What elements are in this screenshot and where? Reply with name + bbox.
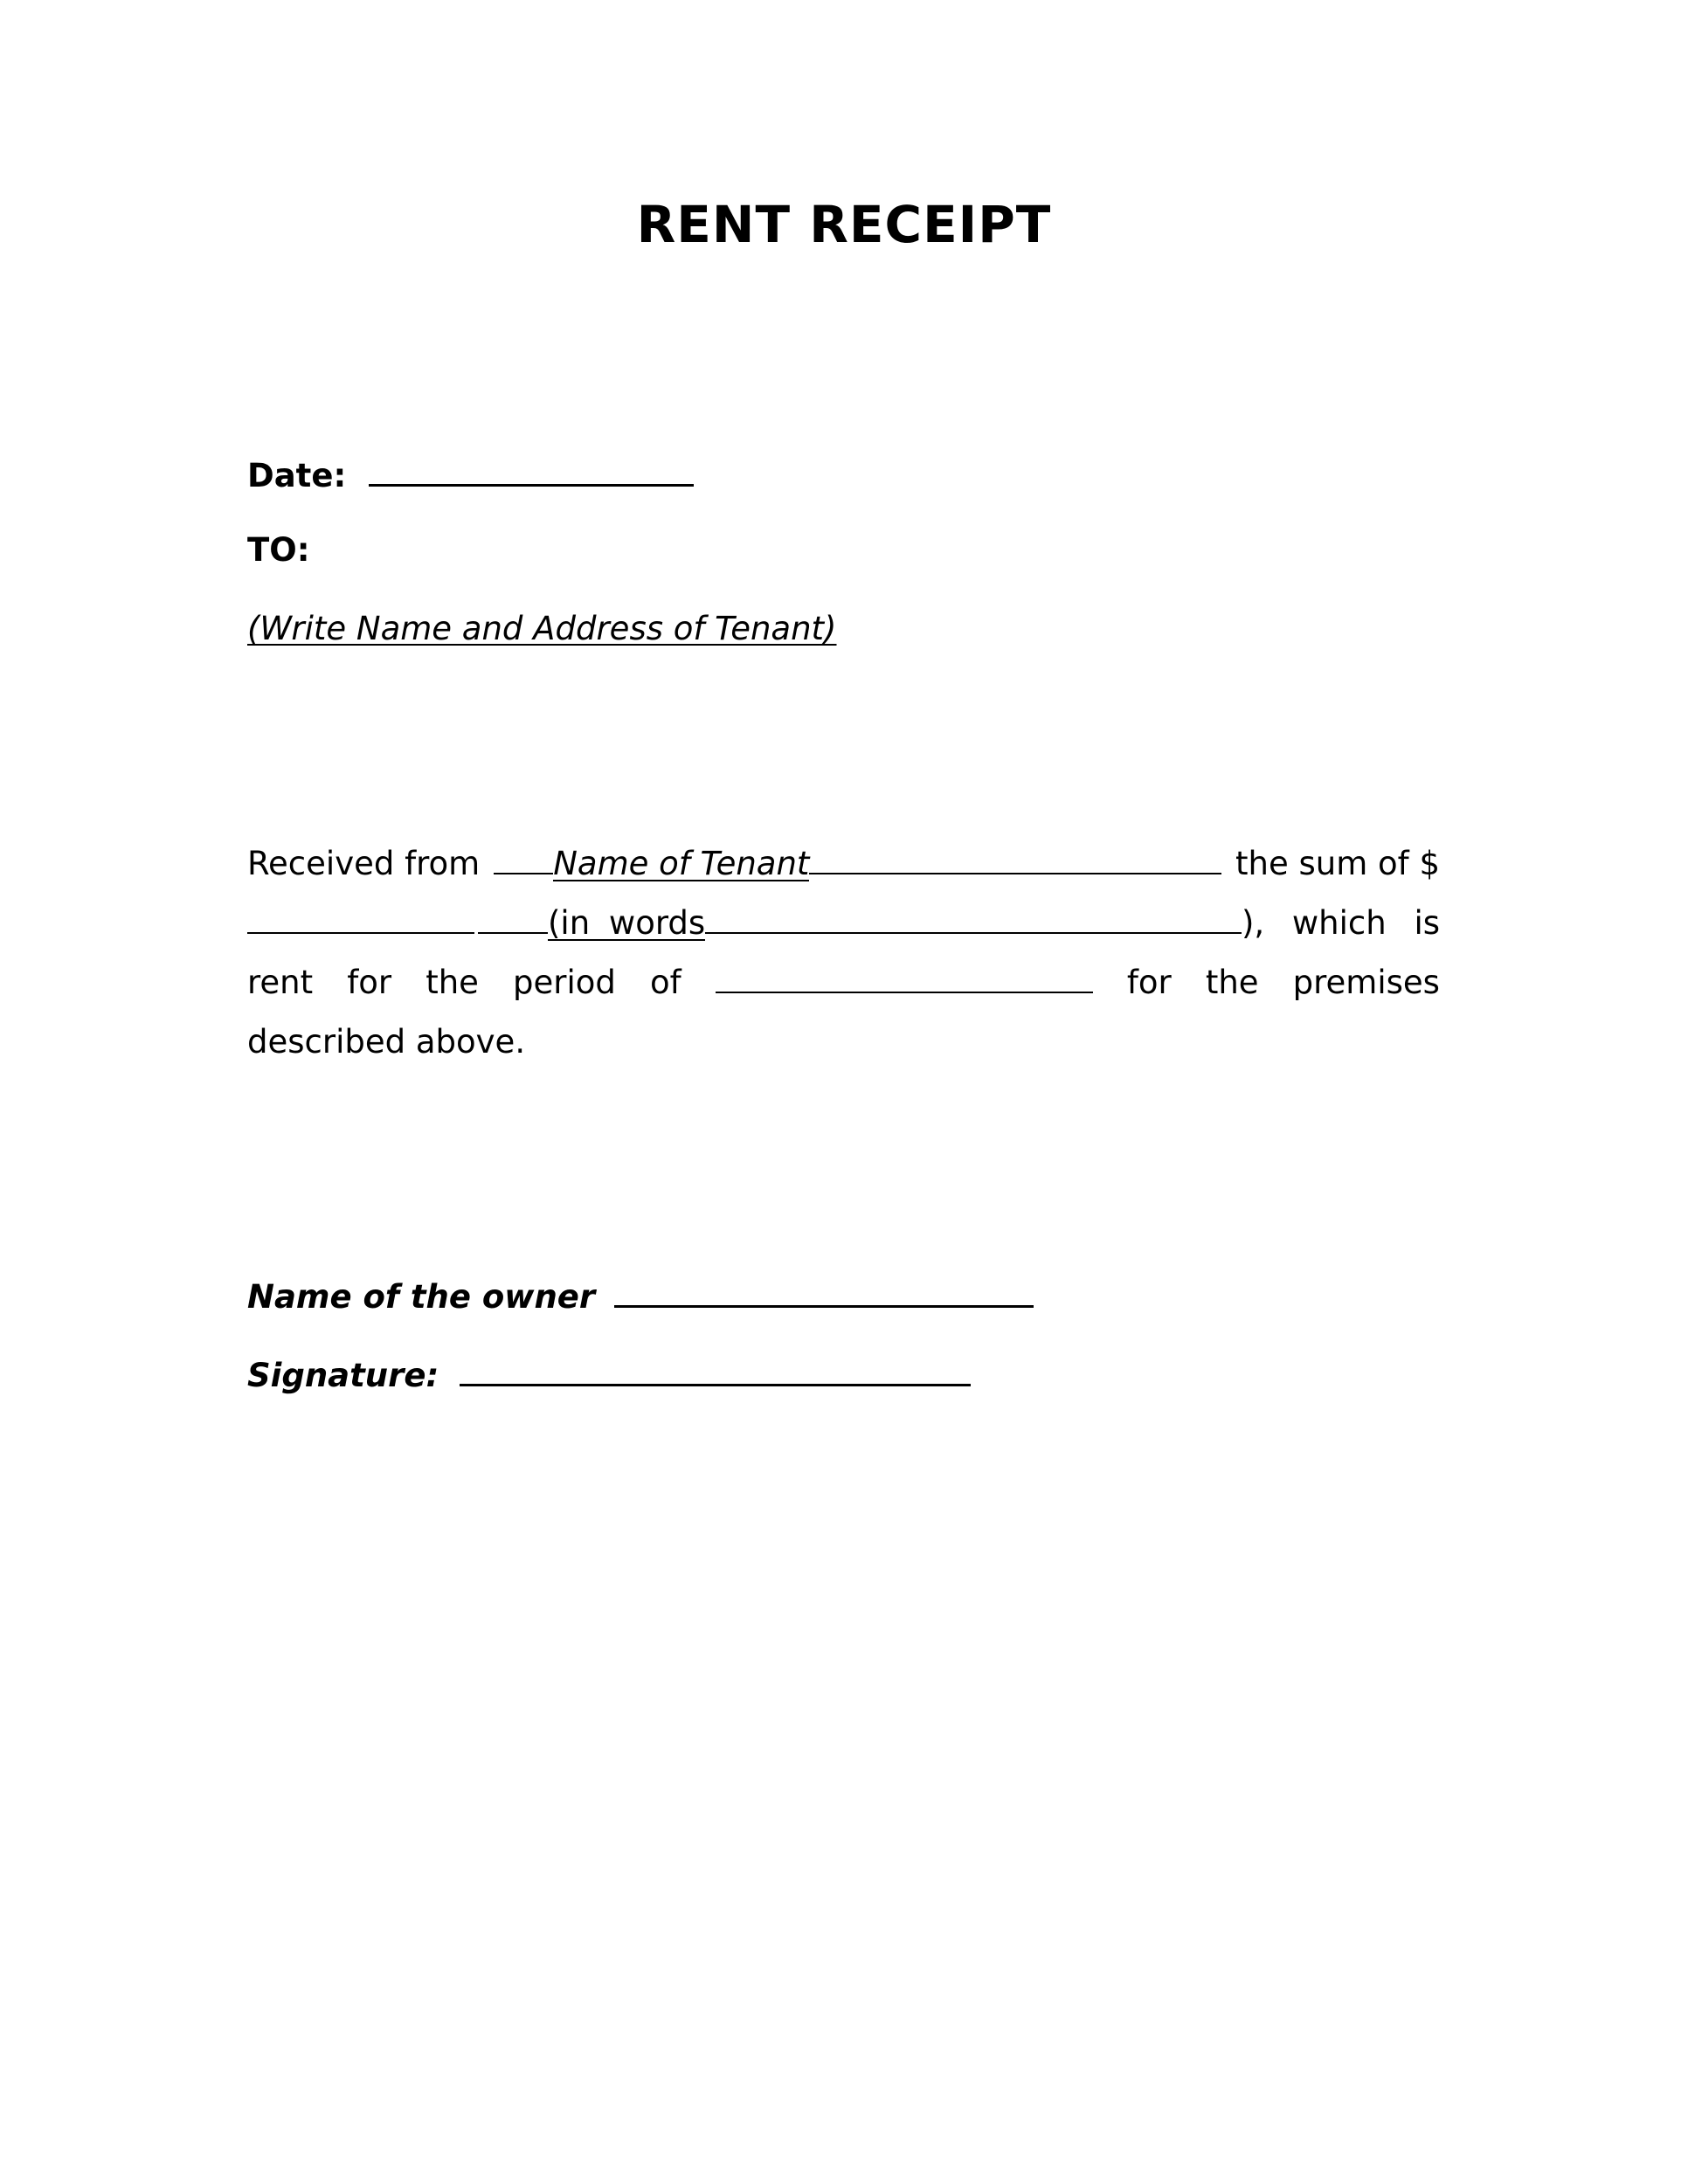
document-title: RENT RECEIPT: [636, 195, 1052, 254]
tenant-address-row: [247, 610, 837, 648]
to-label: TO:: [247, 531, 310, 569]
signature-row: [247, 1352, 971, 1395]
amount-blank[interactable]: [247, 932, 474, 934]
date-label: Date:: [247, 457, 347, 494]
words-blank-left: [478, 932, 548, 934]
which-is-text: ), which is: [1241, 904, 1440, 942]
owner-label: Name of the owner: [247, 1278, 596, 1316]
tenant-name-field[interactable]: [494, 845, 1221, 882]
owner-row: [247, 1274, 1034, 1317]
date-blank[interactable]: [369, 453, 694, 487]
to-row: [247, 531, 310, 570]
date-row: [247, 453, 694, 495]
period-blank[interactable]: [716, 992, 1093, 993]
word-for-2: for: [1126, 964, 1172, 1001]
word-rent: rent: [247, 964, 314, 1001]
word-period: period: [513, 964, 616, 1001]
word-for: for: [347, 964, 392, 1001]
word-premises: premises: [1292, 964, 1440, 1001]
in-words-text: (in words: [548, 904, 706, 942]
body-line-2: [247, 894, 1440, 953]
word-the: the: [425, 964, 479, 1001]
body-line-4: [247, 1013, 1440, 1072]
signature-blank[interactable]: [460, 1352, 971, 1386]
body-line-1: [247, 834, 1440, 894]
receipt-body: [247, 834, 1440, 1072]
amount-words-field[interactable]: [478, 904, 1242, 942]
signature-label: Signature:: [247, 1357, 439, 1394]
body-line-3: [247, 953, 1440, 1013]
described-above-text: described above.: [247, 1023, 526, 1061]
tenant-name-blank-left: [494, 873, 553, 874]
tenant-address-hint[interactable]: (Write Name and Address of Tenant): [247, 610, 837, 647]
tenant-name-hint: Name of Tenant: [553, 845, 810, 882]
words-blank-right: [705, 932, 1242, 934]
tenant-name-blank-right: [809, 873, 1221, 874]
received-from-text: Received from: [247, 845, 481, 882]
sum-of-text: the sum of $: [1235, 845, 1440, 882]
word-of: of: [649, 964, 681, 1001]
word-the-2: the: [1205, 964, 1259, 1001]
owner-name-blank[interactable]: [614, 1274, 1034, 1308]
